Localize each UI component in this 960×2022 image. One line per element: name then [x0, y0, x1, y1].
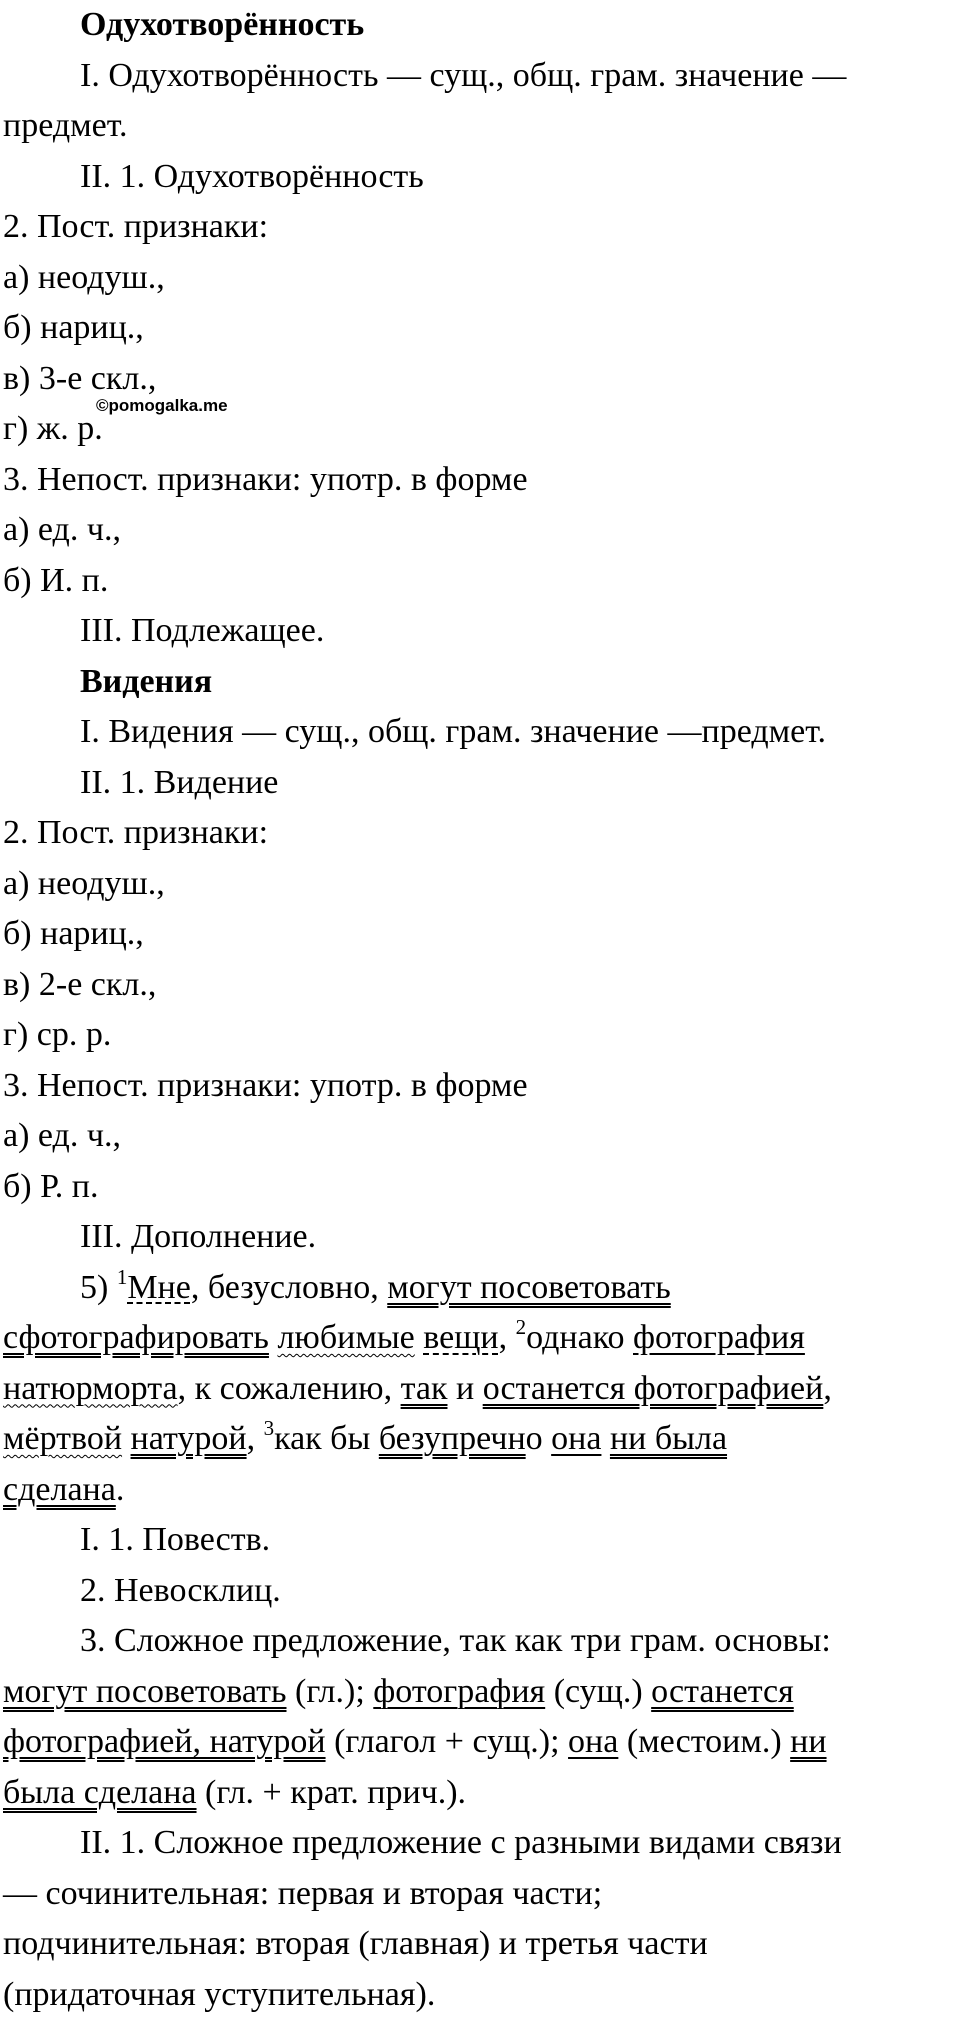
predicate: безупречн — [378, 1420, 526, 1457]
word2-const-item: б) нариц., — [3, 915, 144, 952]
word1-nonconst-item: б) И. п. — [3, 561, 109, 599]
clause-number: 3 — [263, 1416, 275, 1440]
word2-nonconst-item: б) Р. п. — [3, 1167, 99, 1205]
analysis-text: (сущ.) — [545, 1672, 652, 1710]
word2-part3: III. Дополнение. — [80, 1218, 317, 1255]
word2-heading: Видения — [80, 662, 213, 700]
word2-const-title: 2. Пост. признаки: — [3, 814, 269, 851]
word1-part3: III. Подлежащее. — [80, 612, 325, 649]
predicate: ни была — [609, 1420, 728, 1457]
predicate: ни — [790, 1723, 827, 1760]
analysis-text: (гл. + крат. прич.). — [196, 1773, 467, 1811]
attribute: любимые — [277, 1319, 415, 1356]
word2-part2-title: II. 1. Видение — [80, 763, 279, 801]
analysis-line: подчинительная: вторая (главная) и третья части — [3, 1925, 708, 1962]
sentence-line — [3, 1364, 953, 1415]
word1-part1-cont: предмет. — [3, 107, 128, 144]
sentence-line — [3, 1414, 953, 1465]
sentence-line — [3, 1313, 953, 1364]
attribute: мёртвой — [3, 1420, 123, 1457]
subject: она — [551, 1420, 602, 1457]
sentence-text: как бы — [274, 1420, 379, 1457]
word2-nonconst-item: а) ед. ч., — [3, 1117, 121, 1154]
sentence-number: 5) — [80, 1268, 117, 1306]
analysis-line: 2. Невосклиц. — [80, 1571, 281, 1609]
word1-const-item: в) 3-е скл., — [3, 359, 157, 397]
analysis-line — [3, 1667, 953, 1718]
predicate: натурой — [130, 1420, 247, 1457]
analysis-text: (глагол + сущ.); — [325, 1723, 569, 1760]
predicate: останется — [651, 1672, 794, 1710]
particle: так — [400, 1369, 448, 1407]
sentence-text: , безусловно, — [190, 1268, 388, 1306]
word2-part1: I. Видения — сущ., общ. грам. значение —предмет. — [80, 713, 827, 750]
analysis-line — [3, 1768, 953, 1819]
sentence-text: , к сожалению, — [177, 1369, 401, 1407]
predicate: могут посоветовать — [3, 1672, 287, 1710]
indirect-subject: Мне — [127, 1268, 191, 1306]
sentence-text: однако — [526, 1319, 633, 1356]
sentence-text — [415, 1319, 424, 1356]
clause-number: 1 — [116, 1264, 128, 1289]
predicate: останется фотографией — [482, 1369, 824, 1407]
word1-const-title: 2. Пост. признаки: — [3, 208, 269, 245]
subject: она — [568, 1723, 619, 1760]
attribute: натюрморта — [3, 1369, 178, 1407]
word1-nonconst-title: 3. Непост. признаки: употр. в форме — [3, 460, 528, 498]
analysis-line: II. 1. Сложное предложение с разными видами связи — [80, 1824, 842, 1861]
subject: фотография — [373, 1672, 546, 1710]
predicate: могут посоветовать — [387, 1268, 671, 1306]
sentence-text: . — [115, 1470, 125, 1508]
word1-const-item: г) ж. р. — [3, 410, 103, 447]
word1-part2-title: II. 1. Одухотворённость — [80, 157, 424, 195]
word1-part1: I. Одухотворённость — сущ., общ. грам. значение — — [80, 56, 847, 94]
sentence-text: , — [246, 1420, 264, 1457]
analysis-line: (придаточная уступительная). — [3, 1975, 436, 2013]
word1-heading: Одухотворённость — [80, 6, 365, 43]
analysis-text: (гл.); — [286, 1672, 374, 1710]
sentence-text: , — [823, 1369, 832, 1407]
word1-const-item: б) нариц., — [3, 309, 144, 346]
watermark: ©pomogalka.me — [96, 396, 228, 415]
sentence-line — [3, 1465, 953, 1516]
predicate: сфотографировать — [3, 1319, 269, 1356]
word2-const-item: а) неодуш., — [3, 864, 165, 902]
sentence-text — [122, 1420, 131, 1457]
document-page — [3, 0, 953, 2020]
word2-const-item: г) ср. р. — [3, 1016, 112, 1053]
analysis-line — [3, 1717, 953, 1768]
word1-const-item: а) неодуш., — [3, 258, 165, 296]
clause-number: 2 — [515, 1315, 527, 1339]
sentence-text: о — [525, 1420, 552, 1457]
analysis-line: — сочинительная: первая и вторая части; — [3, 1874, 603, 1912]
analysis-line: I. 1. Повеств. — [80, 1521, 271, 1558]
sentence-line — [3, 1263, 953, 1314]
object: вещи — [423, 1319, 499, 1356]
word1-nonconst-item: а) ед. ч., — [3, 511, 121, 548]
sentence-text: и — [447, 1369, 483, 1407]
predicate: фотографией, натурой — [3, 1723, 326, 1760]
sentence-text — [601, 1420, 610, 1457]
analysis-text: (местоим.) — [618, 1723, 791, 1760]
analysis-line: 3. Сложное предложение, так как три грам. основы: — [80, 1622, 831, 1659]
word2-const-item: в) 2-е скл., — [3, 965, 157, 1003]
sentence-text: , — [498, 1319, 516, 1356]
predicate: была сделана — [3, 1773, 197, 1811]
subject: фотография — [633, 1319, 805, 1356]
word2-nonconst-title: 3. Непост. признаки: употр. в форме — [3, 1066, 528, 1104]
predicate: сделана — [3, 1470, 116, 1508]
